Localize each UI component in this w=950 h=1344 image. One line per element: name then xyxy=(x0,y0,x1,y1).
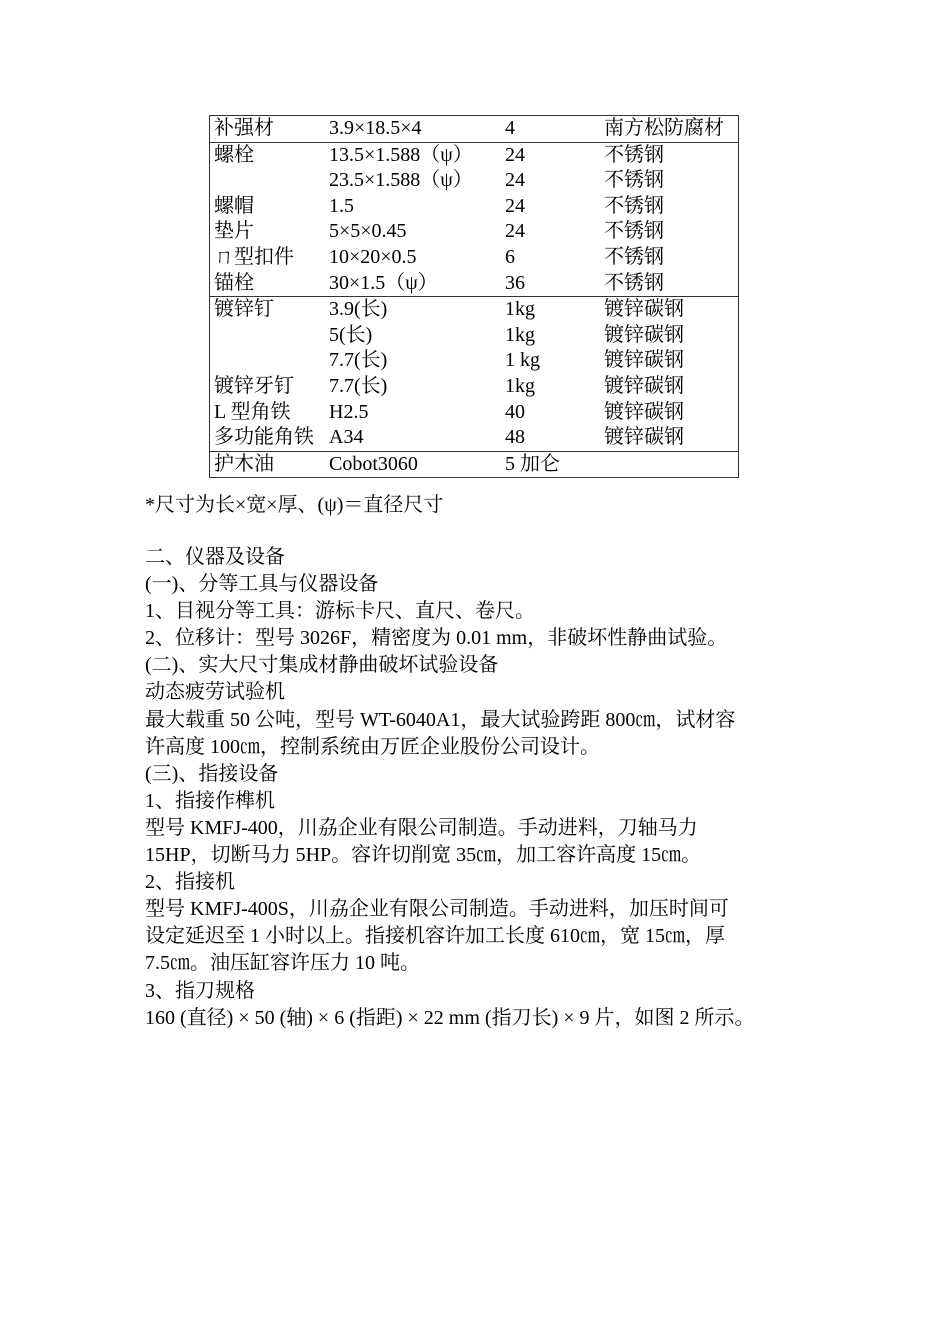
table-group xyxy=(210,116,738,142)
item-name-cell: 护木油 xyxy=(214,452,274,475)
item-name-cell: 多功能角铁 xyxy=(214,426,314,449)
item-name-cell: 螺栓 xyxy=(214,143,254,166)
quantity-cell: 5 加仑 xyxy=(505,452,560,475)
quantity-cell: 4 xyxy=(505,117,515,139)
material-cell: 镀锌碳钢 xyxy=(604,426,684,449)
item-name-cell: 补强材 xyxy=(214,117,274,139)
item-name-cell: 锚栓 xyxy=(214,271,254,294)
spec-cell: H2.5 xyxy=(329,400,369,423)
material-cell: 镀锌碳钢 xyxy=(604,374,684,397)
item-name-cell: 螺帽 xyxy=(214,194,254,217)
paragraph-line: 1、指接作榫机 xyxy=(145,789,275,812)
table-row xyxy=(210,425,738,451)
material-cell: 镀锌碳钢 xyxy=(604,323,684,346)
quantity-cell: 36 xyxy=(505,271,525,294)
material-cell: 不锈钢 xyxy=(604,245,664,268)
spec-cell: 23.5×1.588（ψ） xyxy=(329,169,473,192)
table-row xyxy=(210,348,738,374)
quantity-cell: 24 xyxy=(505,143,525,166)
material-cell: 镀锌碳钢 xyxy=(604,349,684,372)
materials-table xyxy=(209,115,739,478)
spec-cell: 1.5 xyxy=(329,194,354,217)
material-cell: 镀锌碳钢 xyxy=(604,400,684,423)
quantity-cell: 40 xyxy=(505,400,525,423)
paragraph-line: 许高度 100㎝，控制系统由万匠企业股份公司设计。 xyxy=(145,735,600,758)
quantity-cell: 1kg xyxy=(505,374,535,397)
paragraph-line: 15HP，切断马力 5HP。容许切削宽 35㎝，加工容许高度 15㎝。 xyxy=(145,844,702,867)
table-row xyxy=(210,194,738,220)
quantity-cell: 24 xyxy=(505,169,525,192)
paragraph-line: 3、指刀规格 xyxy=(145,979,255,1002)
table-row xyxy=(210,374,738,400)
material-cell: 不锈钢 xyxy=(604,169,664,192)
paragraph-line: 2、位移计：型号 3026F，精密度为 0.01 mm，非破坏性静曲试验。 xyxy=(145,627,728,650)
spec-cell: 5(长) xyxy=(329,323,373,346)
item-name-cell: 镀锌钉 xyxy=(214,298,274,321)
paragraph-line: 二、仪器及设备 xyxy=(145,546,285,568)
quantity-cell: 24 xyxy=(505,194,525,217)
spec-cell: Cobot3060 xyxy=(329,452,418,475)
table-row xyxy=(210,297,738,323)
table-row xyxy=(210,323,738,349)
paragraph-line: 设定延迟至 1 小时以上。指接机容许加工长度 610㎝，宽 15㎝，厚 xyxy=(145,925,725,948)
table-row xyxy=(210,452,738,478)
table-footnote: *尺寸为长×宽×厚、(ψ)＝直径尺寸 xyxy=(145,494,444,516)
paragraph-line: 型号 KMFJ-400，川劦企业有限公司制造。手动进料，刀轴马力 xyxy=(145,816,698,839)
paragraph-line: 2、指接机 xyxy=(145,871,235,894)
table-row xyxy=(210,271,738,297)
spec-cell: 3.9×18.5×4 xyxy=(329,117,422,139)
table-row xyxy=(210,143,738,169)
material-cell: 镀锌碳钢 xyxy=(604,298,684,321)
table-group xyxy=(210,451,738,478)
item-name-cell: 垫片 xyxy=(214,220,254,243)
paragraph-line: (二)、实大尺寸集成材静曲破坏试验设备 xyxy=(145,654,499,677)
quantity-cell: 1kg xyxy=(505,298,535,321)
item-name-cell: 镀锌牙钉 xyxy=(214,374,294,397)
paragraph-line: 1、目视分等工具：游标卡尺、直尺、卷尺。 xyxy=(145,600,535,623)
paragraph-line: 160 (直径) × 50 (轴) × 6 (指距) × 22 mm (指刀长) × 9 片，如图 2 所示。 xyxy=(145,1006,755,1029)
paragraph-line: (一)、分等工具与仪器设备 xyxy=(145,573,379,596)
body-text xyxy=(145,544,825,1032)
table-row xyxy=(210,116,738,142)
table-group xyxy=(210,142,738,297)
table-row xyxy=(210,219,738,245)
spec-cell: 30×1.5（ψ） xyxy=(329,271,438,294)
quantity-cell: 1 kg xyxy=(505,349,540,372)
paragraph-line: 型号 KMFJ-400S，川劦企业有限公司制造。手动进料，加压时间可 xyxy=(145,898,729,921)
item-name-cell: L 型角铁 xyxy=(214,400,291,423)
table-row xyxy=(210,245,738,271)
paragraph-line: (三)、指接设备 xyxy=(145,762,279,785)
material-cell: 不锈钢 xyxy=(604,271,664,294)
paragraph-line: 最大载重 50 公吨，型号 WT-6040A1，最大试验跨距 800㎝，试材容 xyxy=(145,708,736,731)
quantity-cell: 1kg xyxy=(505,323,535,346)
table-row xyxy=(210,400,738,426)
table-row xyxy=(210,168,738,194)
paragraph-line: 7.5㎝。油压缸容许压力 10 吨。 xyxy=(145,952,420,975)
quantity-cell: 48 xyxy=(505,426,525,449)
material-cell: 不锈钢 xyxy=(604,194,664,217)
material-cell: 不锈钢 xyxy=(604,143,664,166)
material-cell: 南方松防腐材 xyxy=(604,117,724,139)
paragraph-line: 动态疲劳试验机 xyxy=(145,681,285,704)
spec-cell: 3.9(长) xyxy=(329,298,388,321)
spec-cell: 10×20×0.5 xyxy=(329,245,417,268)
spec-cell: A34 xyxy=(329,426,364,449)
quantity-cell: 24 xyxy=(505,220,525,243)
spec-cell: 7.7(长) xyxy=(329,349,388,372)
material-cell: 不锈钢 xyxy=(604,220,664,243)
quantity-cell: 6 xyxy=(505,245,515,268)
spec-cell: 5×5×0.45 xyxy=(329,220,407,243)
spec-cell: 7.7(长) xyxy=(329,374,388,397)
table-group xyxy=(210,296,738,451)
item-name-cell: ㄇ型扣件 xyxy=(214,245,294,268)
spec-cell: 13.5×1.588（ψ） xyxy=(329,143,473,166)
